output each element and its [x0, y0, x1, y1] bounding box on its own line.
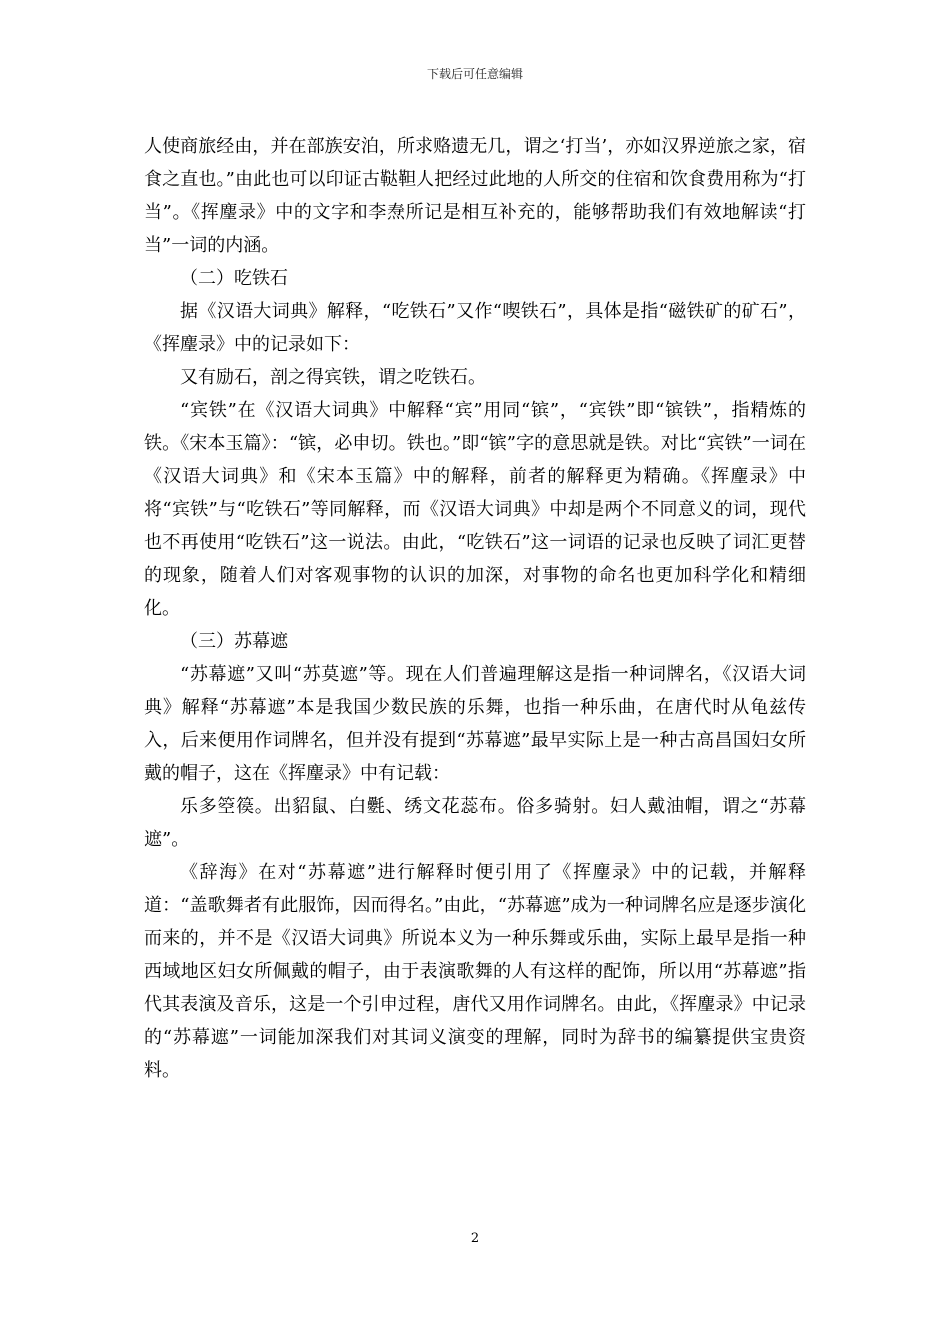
document-body — [144, 130, 806, 1087]
quote-chitieshi: 又有励石，剖之得宾铁，谓之吃铁石。 — [180, 367, 486, 388]
section-heading-sumuzhe: （三）苏幕遮 — [180, 631, 288, 652]
quote-sumuzhe: 乐多箜篌。出貂鼠、白氎、绣文花蕊布。俗多骑射。妇人戴油帽，谓之“苏幕遮”。 — [144, 796, 806, 850]
page-header: 下载后可任意编辑 — [426, 67, 523, 81]
page-number: 2 — [470, 1231, 480, 1246]
paragraph-bintie-analysis: “宾铁”在《汉语大词典》中解释“宾”用同“镔”，“宾铁”即“镔铁”，指精炼的铁。《宋本玉篇》：“镔，必申切。铁也。”即“镔”字的意思就是铁。对比“宾铁”一词在《汉语大词典》和《宋本玉篇》中的解释，前者的解释更为精确。《挥麈录》中将“宾铁”与“吃铁石”等同解释，而《汉语大词典》中却是两个不同意义的词，现代也不再使用“吃铁石”这一说法。由此，“吃铁石”这一词语的记录也反映了词汇更替的现象，随着人们对客观事物的认识的加深，对事物的命名也更加科学化和精细化。 — [144, 400, 806, 619]
paragraph-cihai-analysis: 《辞海》在对“苏幕遮”进行解释时便引用了《挥麈录》中的记载，并解释道：“盖歌舞者有此服饰，因而得名。”由此，“苏幕遮”成为一种词牌名应是逐步演化而来的，并不是《汉语大词典》所说本义为一种乐舞或乐曲，实际上最早是指一种西域地区妇女所佩戴的帽子，由于表演歌舞的人有这样的配饰，所以用“苏幕遮”指代其表演及音乐，这是一个引申过程，唐代又用作词牌名。由此，《挥麈录》中记录的“苏幕遮”一词能加深我们对其词义演变的理解，同时为辞书的编纂提供宝贵资料。 — [144, 862, 806, 1081]
paragraph-daodang-continuation: 人使商旅经由，并在部族安泊，所求赂遗无几，谓之‘打当’，亦如汉界逆旅之家，宿食之直也。”由此也可以印证古鞑靼人把经过此地的人所交的住宿和饮食费用称为“打当”。《挥麈录》中的文字和李焘所记是相互补充的，能够帮助我们有效地解读“打当”一词的内涵。 — [144, 136, 806, 256]
section-heading-chitieshi: （二）吃铁石 — [180, 268, 288, 289]
paragraph-sumuzhe-intro: “苏幕遮”又叫“苏莫遮”等。现在人们普遍理解这是指一种词牌名，《汉语大词典》解释“苏幕遮”本是我国少数民族的乐舞，也指一种乐曲，在唐代时从龟兹传入，后来便用作词牌名，但并没有提到“苏幕遮”最早实际上是一种古高昌国妇女所戴的帽子，这在《挥麈录》中有记载： — [144, 664, 806, 784]
paragraph-chitieshi-definition: 据《汉语大词典》解释，“吃铁石”又作“喫铁石”，具体是指“磁铁矿的矿石”，《挥麈录》中的记录如下： — [144, 301, 806, 355]
